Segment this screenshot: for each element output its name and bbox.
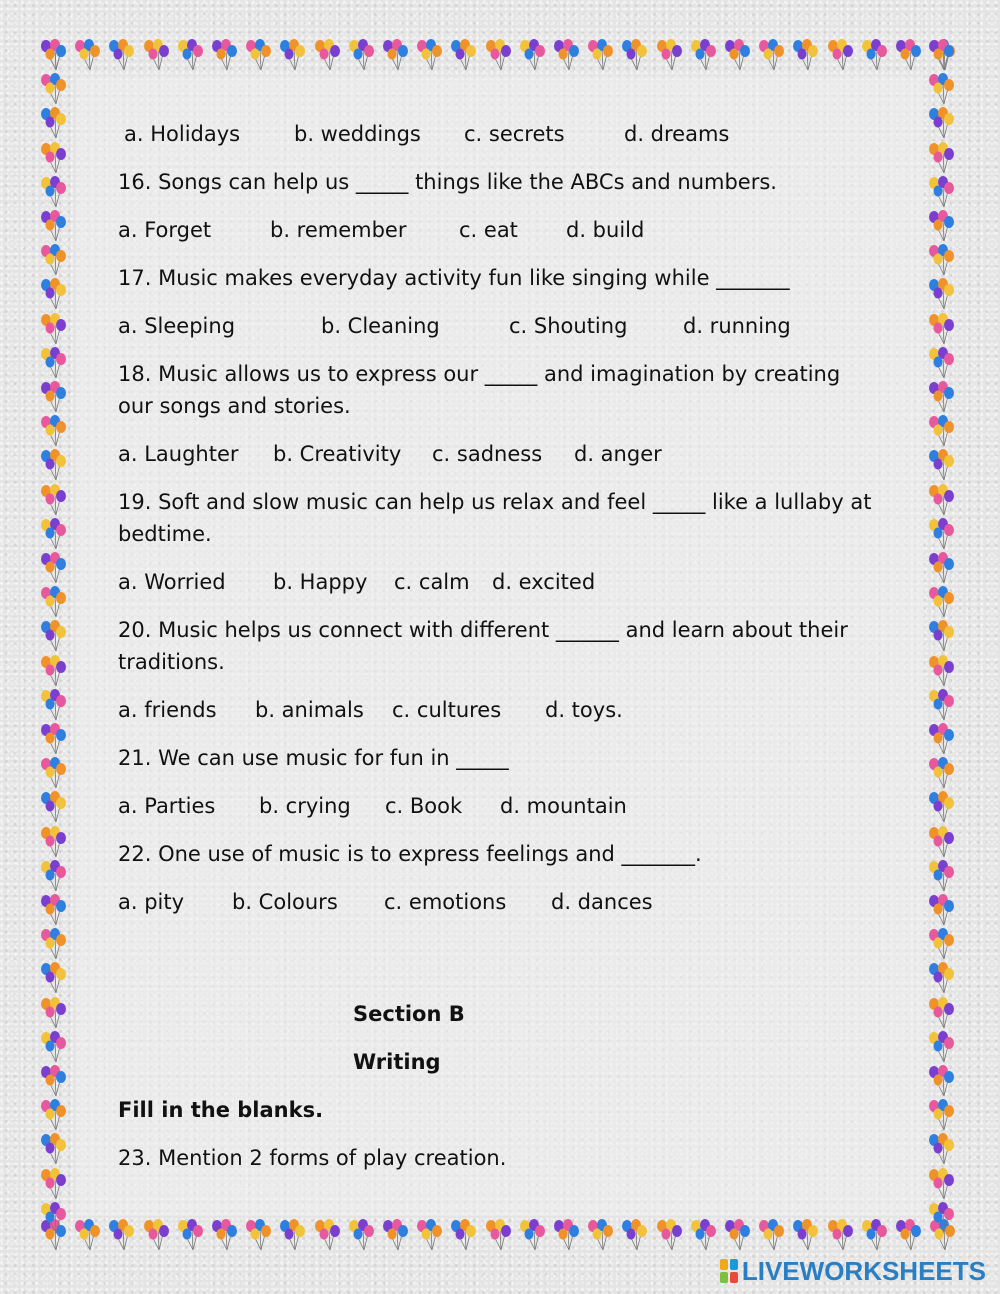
balloon-bunch-icon (893, 38, 923, 76)
q15-option-d[interactable]: d. dreams (624, 122, 730, 146)
balloon-bunch-icon (38, 483, 68, 521)
balloon-border-right (926, 38, 962, 1254)
balloon-bunch-icon (551, 1218, 581, 1256)
balloon-bunch-icon (926, 483, 956, 521)
balloon-bunch-icon (926, 756, 956, 794)
options-row-17 (118, 310, 878, 342)
question-18: 18. Music allows us to express our _____ and imagination by creating our songs and stories. (118, 362, 841, 418)
balloon-bunch-icon (926, 414, 956, 452)
balloon-bunch-icon (38, 654, 68, 692)
balloon-bunch-icon (926, 380, 956, 418)
balloon-bunch-icon (688, 1218, 718, 1256)
balloon-bunch-icon (825, 38, 855, 76)
balloon-bunch-icon (926, 243, 956, 281)
balloon-bunch-icon (38, 551, 68, 589)
balloon-border-top (38, 38, 962, 74)
options-row-15 (124, 118, 878, 150)
balloon-bunch-icon (926, 825, 956, 863)
balloon-bunch-icon (654, 38, 684, 76)
balloon-bunch-icon (38, 346, 68, 384)
balloon-bunch-icon (790, 1218, 820, 1256)
balloon-bunch-icon (72, 38, 102, 76)
balloon-bunch-icon (243, 38, 273, 76)
balloon-bunch-icon (926, 893, 956, 931)
q22-option-a[interactable]: a. pity (118, 890, 185, 914)
balloon-bunch-icon (926, 790, 956, 828)
balloon-bunch-icon (926, 859, 956, 897)
balloon-bunch-icon (859, 1218, 889, 1256)
balloon-bunch-icon (688, 38, 718, 76)
balloon-bunch-icon (38, 209, 68, 247)
balloon-bunch-icon (825, 1218, 855, 1256)
balloon-bunch-icon (38, 859, 68, 897)
balloon-bunch-icon (141, 38, 171, 76)
balloon-bunch-icon (517, 1218, 547, 1256)
question-list (118, 166, 878, 918)
balloon-bunch-icon (38, 1030, 68, 1068)
question-19: 19. Soft and slow music can help us relax and feel _____ like a lullaby at bedtime. (118, 490, 872, 546)
balloon-bunch-icon (38, 72, 68, 110)
balloon-bunch-icon (38, 141, 68, 179)
balloon-bunch-icon (926, 1132, 956, 1170)
balloon-bunch-icon (312, 38, 342, 76)
liveworksheets-icon (720, 1259, 738, 1283)
balloon-bunch-icon (38, 448, 68, 486)
balloon-bunch-icon (926, 517, 956, 555)
balloon-bunch-icon (926, 996, 956, 1034)
balloon-bunch-icon (483, 38, 513, 76)
balloon-bunch-icon (38, 722, 68, 760)
balloon-bunch-icon (209, 1218, 239, 1256)
q16-option-b[interactable]: b. remember (270, 218, 407, 242)
q19-option-d[interactable]: d. excited (492, 570, 596, 594)
section-subtitle: Writing (353, 1050, 441, 1074)
balloon-bunch-icon (756, 38, 786, 76)
balloon-bunch-icon (926, 72, 956, 110)
q15-option-c[interactable]: c. secrets (464, 122, 565, 146)
balloon-bunch-icon (756, 1218, 786, 1256)
balloon-bunch-icon (926, 346, 956, 384)
q21-option-b[interactable]: b. crying (259, 794, 351, 818)
q19-option-a[interactable]: a. Worried (118, 570, 226, 594)
options-row-16 (118, 214, 878, 246)
balloon-bunch-icon (106, 38, 136, 76)
balloon-bunch-icon (38, 756, 68, 794)
q17-option-c[interactable]: c. Shouting (509, 314, 628, 338)
balloon-bunch-icon (551, 38, 581, 76)
balloon-bunch-icon (926, 141, 956, 179)
balloon-bunch-icon (483, 1218, 513, 1256)
balloon-bunch-icon (38, 790, 68, 828)
q15-option-a[interactable]: a. Holidays (124, 122, 241, 146)
q18-option-c[interactable]: c. sadness (432, 442, 543, 466)
balloon-bunch-icon (277, 1218, 307, 1256)
question-21: 21. We can use music for fun in _____ (118, 746, 509, 770)
q19-option-c[interactable]: c. calm (394, 570, 470, 594)
balloon-bunch-icon (380, 38, 410, 76)
balloon-bunch-icon (926, 175, 956, 213)
balloon-bunch-icon (722, 38, 752, 76)
balloon-bunch-icon (926, 722, 956, 760)
balloon-bunch-icon (926, 619, 956, 657)
q16-option-c[interactable]: c. eat (459, 218, 518, 242)
balloon-bunch-icon (38, 106, 68, 144)
q22-option-b[interactable]: b. Colours (232, 890, 338, 914)
balloon-bunch-icon (38, 825, 68, 863)
balloon-bunch-icon (517, 38, 547, 76)
question-16: 16. Songs can help us _____ things like the ABCs and numbers. (118, 170, 777, 194)
question-17: 17. Music makes everyday activity fun like singing while _______ (118, 266, 790, 290)
balloon-bunch-icon (926, 1030, 956, 1068)
q17-option-b[interactable]: b. Cleaning (321, 314, 440, 338)
balloon-bunch-icon (106, 1218, 136, 1256)
balloon-bunch-icon (38, 1098, 68, 1136)
q21-option-a[interactable]: a. Parties (118, 794, 216, 818)
balloon-bunch-icon (38, 380, 68, 418)
balloon-bunch-icon (38, 243, 68, 281)
balloon-bunch-icon (926, 277, 956, 315)
balloon-bunch-icon (926, 448, 956, 486)
balloon-bunch-icon (38, 688, 68, 726)
balloon-bunch-icon (926, 209, 956, 247)
balloon-bunch-icon (312, 1218, 342, 1256)
q17-option-a[interactable]: a. Sleeping (118, 314, 236, 338)
balloon-bunch-icon (926, 38, 956, 76)
q16-option-d[interactable]: d. build (566, 218, 645, 242)
q20-option-d[interactable]: d. toys. (545, 698, 623, 722)
balloon-bunch-icon (38, 277, 68, 315)
q21-option-d[interactable]: d. mountain (500, 794, 627, 818)
balloon-bunch-icon (926, 106, 956, 144)
balloon-bunch-icon (448, 38, 478, 76)
balloon-bunch-icon (926, 1201, 956, 1239)
balloon-bunch-icon (926, 688, 956, 726)
balloon-bunch-icon (926, 1098, 956, 1136)
balloon-bunch-icon (926, 927, 956, 965)
balloon-bunch-icon (790, 38, 820, 76)
balloon-bunch-icon (380, 1218, 410, 1256)
balloon-bunch-icon (175, 38, 205, 76)
balloon-bunch-icon (926, 312, 956, 350)
balloon-border-left (38, 38, 74, 1254)
question-23: 23. Mention 2 forms of play creation. (118, 1146, 507, 1170)
balloon-bunch-icon (722, 1218, 752, 1256)
q22-option-d[interactable]: d. dances (551, 890, 653, 914)
balloon-bunch-icon (859, 38, 889, 76)
q16-option-a[interactable]: a. Forget (118, 218, 212, 242)
q20-option-c[interactable]: c. cultures (392, 698, 502, 722)
instruction: Fill in the blanks. (118, 1098, 324, 1122)
q21-option-c[interactable]: c. Book (385, 794, 463, 818)
balloon-bunch-icon (38, 1064, 68, 1102)
q22-option-c[interactable]: c. emotions (384, 890, 507, 914)
balloon-bunch-icon (38, 414, 68, 452)
question-22: 22. One use of music is to express feelings and _______. (118, 842, 702, 866)
balloon-bunch-icon (893, 1218, 923, 1256)
balloon-bunch-icon (38, 1132, 68, 1170)
balloon-bunch-icon (38, 312, 68, 350)
balloon-bunch-icon (243, 1218, 273, 1256)
balloon-bunch-icon (277, 38, 307, 76)
q18-option-a[interactable]: a. Laughter (118, 442, 239, 466)
balloon-bunch-icon (38, 175, 68, 213)
balloon-bunch-icon (926, 654, 956, 692)
balloon-bunch-icon (38, 38, 68, 76)
options-row-19 (118, 566, 878, 598)
balloon-bunch-icon (141, 1218, 171, 1256)
balloon-bunch-icon (619, 1218, 649, 1256)
balloon-bunch-icon (926, 1064, 956, 1102)
question-20: 20. Music helps us connect with different ______ and learn about their traditions. (118, 618, 848, 674)
balloon-bunch-icon (585, 38, 615, 76)
balloon-bunch-icon (414, 1218, 444, 1256)
balloon-bunch-icon (346, 38, 376, 76)
worksheet-content (118, 118, 878, 1190)
balloon-bunch-icon (209, 38, 239, 76)
options-row-20 (118, 694, 878, 726)
q15-option-b[interactable]: b. weddings (294, 122, 421, 146)
options-row-22 (118, 886, 878, 918)
balloon-bunch-icon (926, 961, 956, 999)
balloon-bunch-icon (38, 1201, 68, 1239)
balloon-bunch-icon (38, 517, 68, 555)
balloon-bunch-icon (38, 927, 68, 965)
balloon-bunch-icon (38, 893, 68, 931)
balloon-bunch-icon (926, 585, 956, 623)
options-row-21 (118, 790, 878, 822)
balloon-bunch-icon (38, 961, 68, 999)
q19-option-b[interactable]: b. Happy (273, 570, 368, 594)
balloon-bunch-icon (585, 1218, 615, 1256)
liveworksheets-logo[interactable] (720, 1256, 986, 1286)
balloon-bunch-icon (926, 1167, 956, 1205)
balloon-bunch-icon (38, 585, 68, 623)
balloon-bunch-icon (175, 1218, 205, 1256)
balloon-bunch-icon (619, 38, 649, 76)
balloon-border-bottom (38, 1218, 962, 1254)
balloon-bunch-icon (38, 996, 68, 1034)
q18-option-b[interactable]: b. Creativity (273, 442, 402, 466)
options-row-18 (118, 438, 878, 470)
balloon-bunch-icon (38, 619, 68, 657)
q18-option-d[interactable]: d. anger (574, 442, 662, 466)
balloon-bunch-icon (654, 1218, 684, 1256)
balloon-bunch-icon (38, 1167, 68, 1205)
balloon-bunch-icon (346, 1218, 376, 1256)
balloon-bunch-icon (414, 38, 444, 76)
balloon-bunch-icon (448, 1218, 478, 1256)
section-title: Section B (353, 1002, 465, 1026)
q20-option-a[interactable]: a. friends (118, 698, 217, 722)
balloon-bunch-icon (926, 551, 956, 589)
q17-option-d[interactable]: d. running (683, 314, 791, 338)
logo-text: LIVEWORKSHEETS (741, 1255, 986, 1286)
q20-option-b[interactable]: b. animals (255, 698, 364, 722)
balloon-bunch-icon (72, 1218, 102, 1256)
